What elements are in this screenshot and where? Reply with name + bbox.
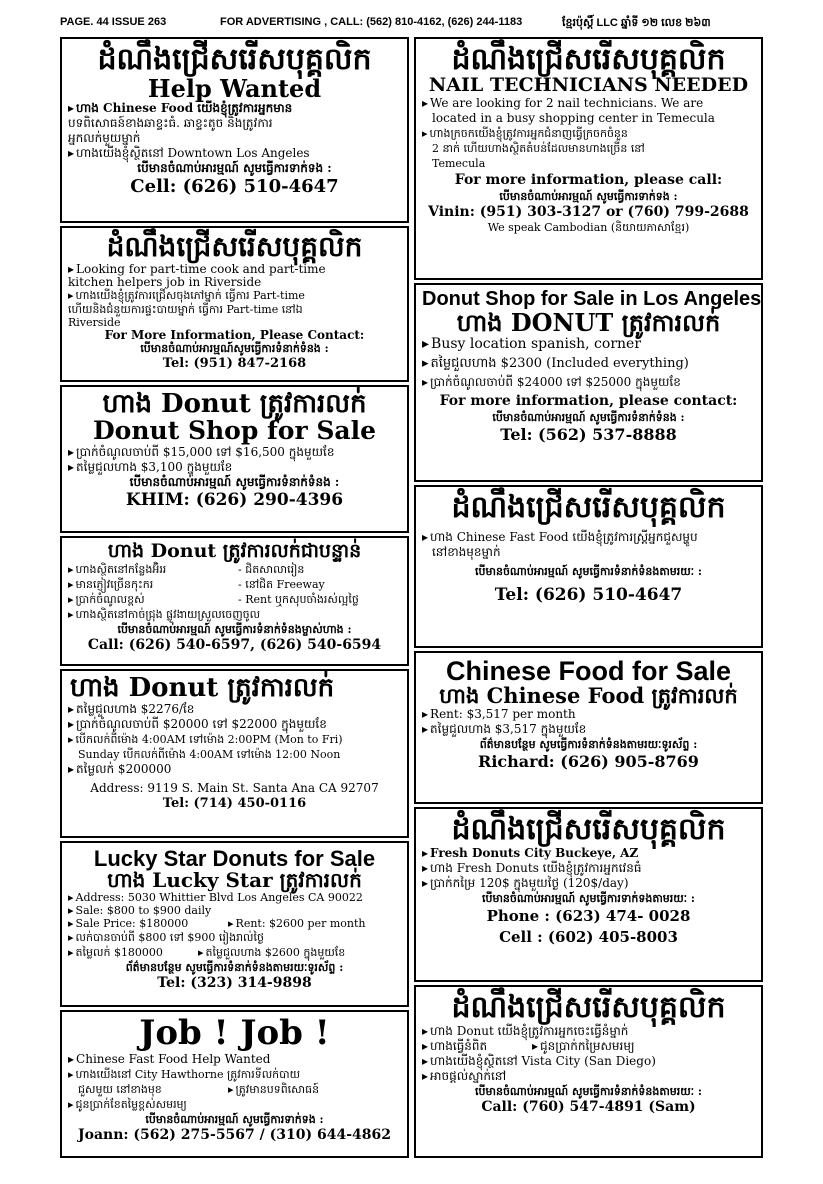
page-issue: PAGE. 44 ISSUE 263	[60, 16, 167, 28]
ad-line: ▸ ត្រូវមានបទពិសោធន៍	[228, 1082, 319, 1097]
ad-line: ▸ មានភ្ញៀវច្រើនកុះករ	[68, 577, 238, 592]
ad-line: - នៅជិត Freeway	[238, 577, 325, 591]
ad-line: អ្នកលក់មួយម្នាក់	[68, 131, 141, 146]
ad-contact-prompt: បើមានចំណាប់អារម្មណ៍ សូមធ្វើការទាក់ទង :	[499, 189, 678, 203]
ad-line: ▸ តម្លៃលក់ $180000	[68, 945, 198, 960]
ad-phone: Tel: (323) 314-9898	[157, 975, 312, 992]
ad-khmer-title: ដំណឹងជ្រើសរើសបុគ្គលិក	[451, 990, 726, 1025]
ad-line: ▸ Sale: $800 to $900 daily	[68, 904, 401, 917]
ad-khmer-title: ហាង Chinese Food ត្រូវការលក់	[439, 683, 738, 709]
ad-line: ▸ លក់បានចាប់ពី $800 ទៅ $900 រៀងរាល់ថ្ងៃ	[68, 930, 401, 945]
ad-khmer-title: ដំណឹងជ្រើសរើសបុគ្គលិក	[97, 42, 372, 77]
ad-khmer-title: ហាង DONUT ត្រូវការលក់	[456, 308, 721, 337]
ad-line: ▸ Busy location spanish, corner	[422, 335, 755, 354]
ad-contact-prompt: បើមានចំណាប់អារម្មណ៍ សូមធ្វើការទំនាក់ទំនង :	[492, 411, 685, 425]
ad-chinese-food-sale	[414, 651, 763, 804]
ad-phone: Tel: (951) 847-2168	[162, 355, 307, 371]
ad-title: Donut Shop for Sale	[92, 416, 376, 446]
ad-line: ▸ Sale Price: $180000	[68, 917, 228, 930]
ad-donut-shop-los-angeles	[414, 283, 763, 482]
ad-nail-technicians	[414, 37, 763, 280]
ad-title: NAIL TECHNICIANS NEEDED	[428, 74, 749, 96]
ad-phone: Tel: (714) 450-0116	[162, 796, 307, 812]
ad-line: បទពិសោធន៍ខាងឆាខ្ទះធំ. ឆាខ្ទះតូច និងត្រូវការ	[68, 116, 273, 131]
ad-line: ▸ តម្លៃជួលហាង $2300 (Included everything)	[422, 354, 755, 373]
ad-line: ▸ Address: 5030 Whittier Blvd Los Angeles CA 90022	[68, 891, 401, 904]
ad-language-note: We speak Cambodian (និយាយភាសាខ្មែរ)	[487, 220, 690, 234]
ad-line: ▸ ហាង Chinese Food យើងខ្ញុំត្រូវការអ្នកមាន	[68, 101, 401, 116]
ad-line: ▸ We are looking for 2 nail technicians. We are	[422, 96, 755, 111]
ad-contact-prompt: បើមានចំណាប់អារម្មណ៍ សូមធ្វើការទំនាក់ទំនង :	[129, 474, 340, 489]
ad-line: - ជិតសាលារៀន	[238, 562, 305, 576]
ad-line: 2 នាក់ ហើយហាងស្ថិតតំបន់ដែលមានហាងច្រើន នៅ	[432, 141, 645, 155]
ad-line: ▸ Looking for part-time cook and part-time	[68, 263, 401, 276]
ad-line: នៅខាងមុខម្នាក់	[432, 545, 501, 559]
ad-info: For More Information, Please Contact:	[104, 327, 365, 342]
ad-line: ▸ ហាងយើងនៅ City Hawthorne ត្រូវការទីលក់បាយ	[68, 1067, 401, 1082]
ad-line: ▸ Fresh Donuts City Buckeye, AZ	[422, 846, 755, 861]
ad-chinese-fast-food-hiring	[414, 485, 763, 648]
ad-title: Donut Shop for Sale in Los Angeles	[422, 288, 762, 310]
ad-line: ▸ ហាងធ្វើនំពិត	[422, 1039, 532, 1054]
ad-line: Riverside	[68, 315, 121, 329]
ad-job-job	[60, 1010, 409, 1158]
ad-khmer-title: ដំណឹងជ្រើសរើសបុគ្គលិក	[451, 812, 726, 847]
ad-line: Sunday បើកលក់ពីម៉ោង 4:00AM ទៅម៉ោង 12:00 Noon	[78, 748, 341, 762]
ad-line: ▸ ប្រាក់ចំណូលចាប់ពី $15,000 ទៅ $16,500 ក្នុងមួយខែ	[68, 445, 401, 460]
ad-khmer-title: ហាង Donut ត្រូវការលក់	[70, 673, 335, 703]
ad-info: For more information, please contact:	[439, 393, 738, 410]
ad-contact-prompt: បើមានចំណាប់អារម្មណ៍សូមធ្វើការទំនាក់ទំនង :	[140, 341, 329, 355]
ad-line: ▸ ហាងយើងខ្ញុំស្ថិតនៅ Downtown Los Angeles	[68, 146, 401, 161]
ad-line: ▸ Rent: $3,517 per month	[422, 707, 755, 722]
ad-khmer-title: ហាង Donut ត្រូវការលក់ជាបន្ទាន់	[107, 540, 362, 562]
ad-line: ហើយនិងជំនួយការផ្ទះបាយម្នាក់ ធ្វើការ Part-time នៅឯ	[68, 302, 303, 316]
ad-line: ▸ តម្លៃជួលហាង $3,517 ក្នុងមួយខែ	[422, 722, 755, 737]
ad-line: located in a busy shopping center in Temecula	[432, 110, 715, 125]
ad-khmer-title: ដំណឹងជ្រើសរើសបុគ្គលិក	[451, 490, 726, 525]
ad-donut-santa-ana	[60, 669, 409, 838]
ad-donut-baker-vista	[414, 985, 763, 1158]
ad-phone: Richard: (626) 905-8769	[478, 752, 699, 772]
ad-line: ▸ ជូនប្រាក់ខែតម្លៃខ្ពស់សមរម្យ	[68, 1097, 401, 1112]
ad-fresh-donuts-buckeye	[414, 807, 763, 982]
ad-line: ▸ Chinese Fast Food Help Wanted	[68, 1052, 401, 1067]
advertising-contact: FOR ADVERTISING , CALL: (562) 810-4162, (626) 244-1183	[220, 16, 523, 28]
ad-line: ▸ Rent: $2600 per month	[228, 917, 365, 930]
ad-line: ជួសមួយ នៅខាងមុខ	[78, 1082, 162, 1096]
ad-khmer-title: ដំណឹងជ្រើសរើសបុគ្គលិក	[106, 230, 363, 263]
ad-contact-prompt: បើមានចំណាប់អារម្មណ៍ សូមធ្វើការទំនាក់ទំនងតាមរយៈ :	[475, 565, 702, 578]
ad-line: ▸ ហាងយើងខ្ញុំស្ថិតនៅ Vista City (San Diego)	[422, 1054, 755, 1069]
ad-line: ▸ ហាង Fresh Donuts យើងខ្ញុំត្រូវការអ្នកវេនធំ	[422, 861, 755, 876]
ad-phone: Cell: (626) 510-4647	[130, 176, 339, 198]
ad-title: Job ! Job !	[139, 1013, 330, 1053]
ad-contact-prompt: ព័ត៌មានបន្ថែម សូមធ្វើការទំនាក់ទំនងតាមរយៈទូរស័ព្ទ :	[125, 961, 344, 975]
ad-line: Temecula	[432, 156, 486, 170]
ad-contact-prompt: បើមានចំណាប់អារម្មណ៍ សូមធ្វើការទំនាក់ទំនងម្ចាស់ហាង :	[117, 622, 352, 636]
ad-line: ▸ ហាងស្ថិតនៅកន្លែងអ៊ិររ	[68, 562, 238, 577]
ad-title: Lucky Star Donuts for Sale	[93, 846, 376, 871]
ad-line: ▸ តម្លៃជួលហាង $2276/ខែ	[68, 702, 401, 717]
ad-phone: Joann: (562) 275-5567 / (310) 644-4862	[78, 1126, 391, 1143]
ad-phone: Vinin: (951) 303-3127 or (760) 799-2688	[428, 203, 749, 220]
ad-line: - Rent ឬកសុបចាំងរស់ល្អថ្លៃ	[238, 592, 359, 606]
ad-line: ▸ តម្លៃលក់ $200000	[68, 762, 401, 777]
ad-line: kitchen helpers job in Riverside	[68, 274, 262, 289]
ad-address: Address: 9119 S. Main St. Santa Ana CA 92707	[90, 781, 379, 796]
ad-line: ▸ អាចផ្ដល់ស្នាក់នៅ	[422, 1069, 755, 1084]
ad-line: ▸ ប្រាក់ចំណូលចាប់ពី $20000 ទៅ $22000 ក្នុងមួយខែ	[68, 717, 401, 732]
ad-donut-shop-sale	[60, 385, 409, 533]
ad-donut-urgent-sale	[60, 536, 409, 666]
ad-line: ▸ ហាង Chinese Fast Food យើងខ្ញុំត្រូវការស្ត្រីអ្នកជួសម្ហូប	[422, 530, 755, 545]
ad-title: Help Wanted	[147, 74, 322, 103]
ad-info: For more information, please call:	[454, 171, 723, 188]
ad-line: ▸ ប្រាក់កម្រៃ 120$ ក្នុងមួយថ្ងៃ (120$/day)	[422, 876, 755, 891]
ad-lucky-star-donuts	[60, 841, 409, 1007]
ad-title: Chinese Food for Sale	[445, 656, 732, 686]
ad-contact-prompt: បើមានចំណាប់អារម្មណ៍ សូមធ្វើការទំនាក់ទំនងតាមរយៈ :	[475, 1085, 702, 1098]
ad-phone: Call: (760) 547-4891 (Sam)	[481, 1099, 696, 1115]
ad-contact-prompt: បើមានចំណាប់អារម្មណ៍ សូមធ្វើការទាក់ទង :	[137, 161, 332, 176]
ad-line: ▸ បើកលក់ពីម៉ោង 4:00AM ទៅម៉ោង 2:00PM (Mon to Fri)	[68, 732, 401, 747]
ad-line: ▸ ប្រាក់ចំណូលចាប់ពី $24000 ទៅ $25000 ក្នុងមួយខែ	[422, 373, 755, 392]
ad-part-time-cook	[60, 226, 409, 382]
ad-contact-prompt: បើមានចំណាប់អារម្មណ៍ សូមធ្វើការទាក់ទងតាមរយៈ :	[481, 892, 695, 905]
ad-khmer-title: ហាង Donut ត្រូវការលក់	[102, 389, 367, 419]
ad-contact-prompt: ព័ត៌មានបន្ថែម សូមធ្វើការទំនាក់ទំនងតាមរយៈទូរស័ព្ទ :	[479, 738, 698, 752]
ad-phone: Tel: (562) 537-8888	[500, 425, 677, 445]
ad-phone: KHIM: (626) 290-4396	[125, 489, 344, 510]
ad-line: ▸ ហាង Donut យើងខ្ញុំត្រូវការអ្នកចេះធ្វើនំម្នាក់	[422, 1024, 755, 1039]
ad-phone: Tel: (626) 510-4647	[494, 585, 683, 605]
ad-cell: Cell : (602) 405-8003	[499, 928, 678, 946]
ad-line: ▸ ហាងក្រចកយើងខ្ញុំត្រូវការអ្នកជំនាញធ្វើក្រចកចំនួន	[422, 126, 755, 141]
page-header	[60, 12, 760, 32]
ad-help-wanted	[60, 37, 409, 223]
ad-phone: Phone : (623) 474- 0028	[486, 907, 691, 925]
ad-line: ▸ ហាងស្ថិតនៅកាច់ជ្រុង ផ្លូវងាយស្រួលចេញចូល	[68, 607, 401, 622]
publication-brand: ខ្មែរប៉ុស្ដិ៍ LLC ឆ្នាំទី ១២ លេខ ២៦៣	[562, 17, 711, 29]
ad-khmer-title: ដំណឹងជ្រើសរើសបុគ្គលិក	[451, 42, 726, 77]
ad-khmer-title: ហាង Lucky Star ត្រូវការលក់	[107, 868, 362, 893]
ad-phone: Call: (626) 540-6597, (626) 540-6594	[87, 636, 382, 653]
ad-line: ▸ តម្លៃជួលហាង $3,100 ក្នុងមួយខែ	[68, 460, 401, 475]
ad-line: ▸ ជូនប្រាក់កម្រៃសមរម្យ	[532, 1039, 635, 1054]
ad-line: ▸ តម្លៃជួលហាង $2600 ក្នុងមួយខែ	[198, 945, 345, 960]
ad-line: ▸ ហាងយើងខ្ញុំត្រូវការជ្រើសចុងភៅម្នាក់ ធ្វើការ Part-time	[68, 289, 401, 303]
ad-line: ▸ ប្រាក់ចំណូលខ្ពស់	[68, 592, 238, 607]
ad-contact-prompt: បើមានចំណាប់អារម្មណ៍ សូមធ្វើការទាក់ទង :	[145, 1112, 324, 1126]
